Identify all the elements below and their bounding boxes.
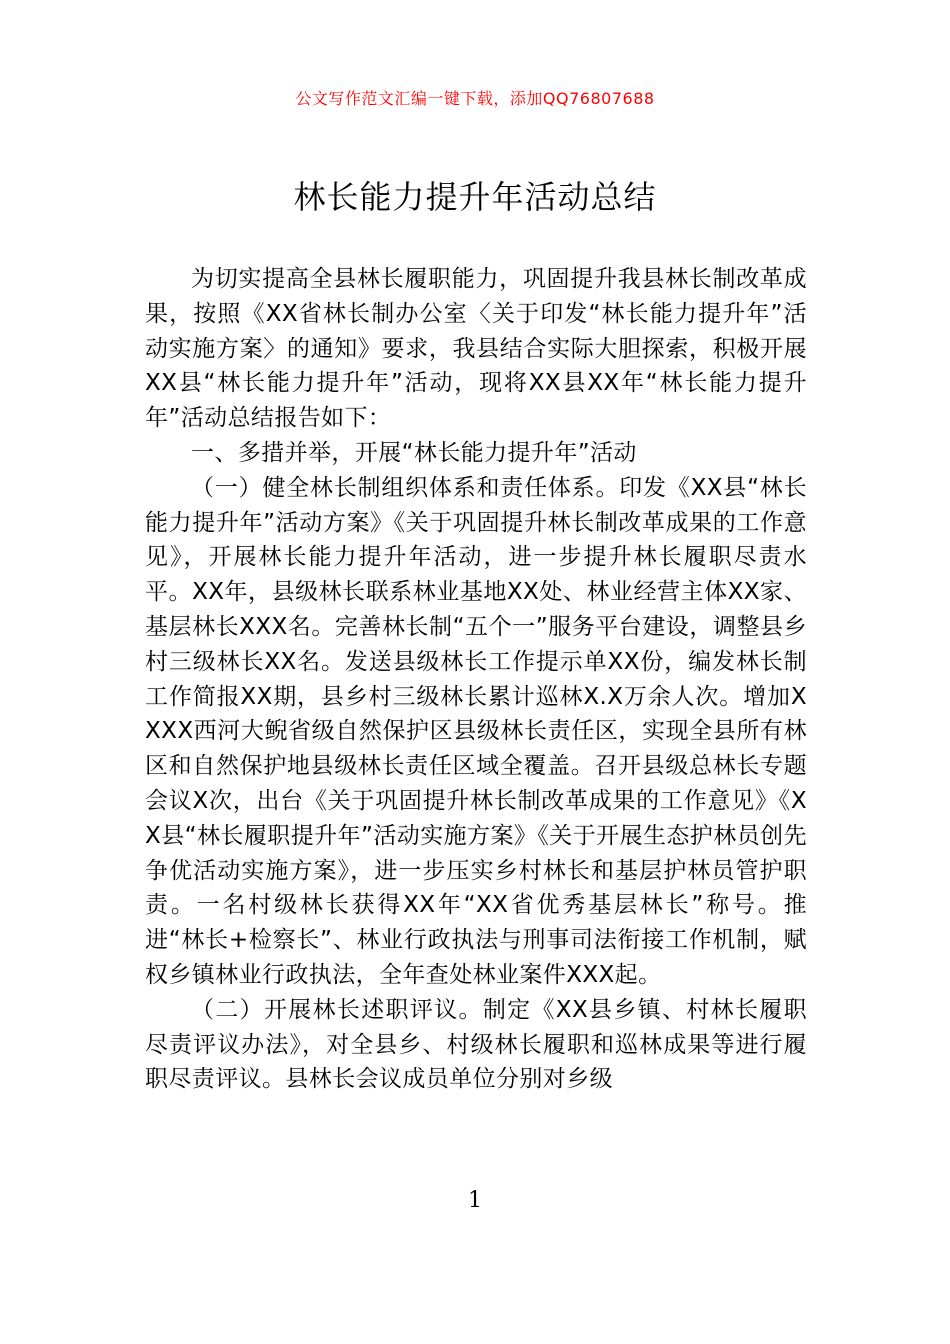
paragraph-intro: 为切实提高全县林长履职能力，巩固提升我县林长制改革成果，按照《XX省林长制办公室〈关于印发“林长能力提升年”活动实施方案〉的通知》要求，我县结合实际大胆探索，积极开展XX县“林长能力提升年”活动，现将XX县XX年“林长能力提升年”活动总结报告如下：: [145, 266, 807, 432]
document-title: 林长能力提升年活动总结: [293, 178, 657, 216]
header-note: 公文写作范文汇编一键下载，添加QQ76807688: [295, 89, 655, 108]
page-number: 1: [468, 1188, 482, 1213]
section-heading: 一、多措并举，开展“林长能力提升年”活动: [191, 439, 637, 466]
paragraph-subsection-2: （二）开展林长述职评议。制定《XX县乡镇、村林长履职尽责评议办法》，对全县乡、村级林长履职和巡林成果等进行履职尽责评议。县林长会议成员单位分别对乡级: [145, 996, 807, 1093]
document-body: [145, 262, 807, 1097]
paragraph-subsection-1: （一）健全林长制组织体系和责任体系。印发《XX县“林长能力提升年”活动方案》《关于巩固提升林长制改革成果的工作意见》，开展林长能力提升年活动，进一步提升林长履职尽责水平。XX年，县级林长联系林业基地XX处、林业经营主体XX家、基层林长XXX名。完善林长制“五个一”服务平台建设，调整县乡村三级林长XX名。发送县级林长工作提示单XX份，编发林长制工作简报XX期，县乡村三级林长累计巡林X.X万余人次。增加XXXX西河大鲵省级自然保护区县级林长责任区，实现全县所有林区和自然保护地县级林长责任区域全覆盖。召开县级总林长专题会议X次，出台《关于巩固提升林长制改革成果的工作意见》《XX县“林长履职提升年”活动实施方案》《关于开展生态护林员创先争优活动实施方案》，进一步压实乡村林长和基层护林员管护职责。一名村级林长获得XX年“XX省优秀基层林长”称号。推进“林长+检察长”、林业行政执法与刑事司法衔接工作机制，赋权乡镇林业行政执法，全年查处林业案件XXX起。: [145, 474, 807, 988]
